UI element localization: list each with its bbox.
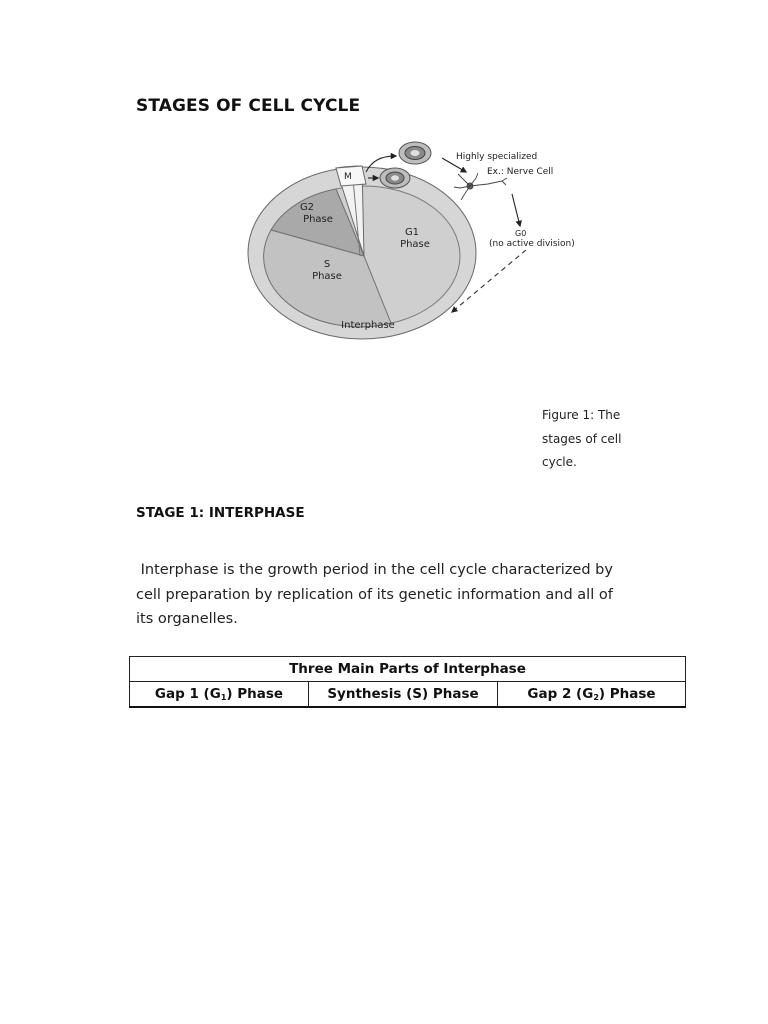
nerve-cell-icon (454, 173, 507, 200)
paragraph-line: Interphase is the growth period in the cell cycle characterized by (136, 562, 613, 578)
interphase-paragraph (136, 558, 636, 632)
m-label: M (344, 172, 352, 182)
gap2-subscript: 2 (593, 693, 599, 702)
table-row (130, 682, 686, 708)
caption-line: cycle. (542, 455, 577, 469)
caption-line: stages of cell (542, 431, 622, 446)
daughter-cell-icon (380, 168, 410, 188)
section-heading: STAGE 1: INTERPHASE (136, 505, 305, 521)
synthesis-phase-cell: Synthesis (S) Phase (309, 682, 498, 708)
paragraph-line: cell preparation by replication of its genetic information and all of (136, 586, 613, 603)
s-phase-label: Phase (312, 271, 342, 282)
cell-cycle-figure (240, 138, 600, 348)
g0-text: G0 (515, 229, 527, 238)
gap2-suffix: ) Phase (598, 686, 656, 702)
g2-label: G2 (299, 202, 315, 213)
g0-note-text: (no active division) (489, 239, 575, 249)
cell-cycle-diagram (240, 138, 600, 348)
specialized-cell-icon (399, 142, 431, 164)
gap1-subscript: 1 (220, 693, 227, 702)
paragraph-line: its organelles. (136, 611, 238, 627)
interphase-parts-table (129, 656, 686, 708)
gap1-phase-cell (130, 682, 309, 708)
interphase-label: Interphase (341, 320, 395, 331)
example-text: Ex.: Nerve Cell (487, 167, 554, 177)
specialized-text: Highly specialized (456, 152, 538, 162)
page-title: STAGES OF CELL CYCLE (136, 96, 361, 116)
g1-phase-label: Phase (400, 239, 430, 250)
gap1-suffix: ) Phase (226, 686, 284, 702)
g1-label: G1 (404, 227, 420, 238)
table-header-row (130, 657, 686, 682)
figure-caption (542, 404, 652, 475)
s-label: S (323, 259, 331, 270)
table-header: Three Main Parts of Interphase (130, 657, 686, 682)
caption-line: Figure 1: The (542, 408, 621, 422)
gap2-prefix: Gap 2 (G (527, 686, 594, 702)
gap1-prefix: Gap 1 (G (154, 686, 221, 702)
to-g0-arrow-icon (512, 194, 520, 226)
gap2-phase-cell (498, 682, 686, 708)
g2-phase-label: Phase (303, 214, 333, 225)
